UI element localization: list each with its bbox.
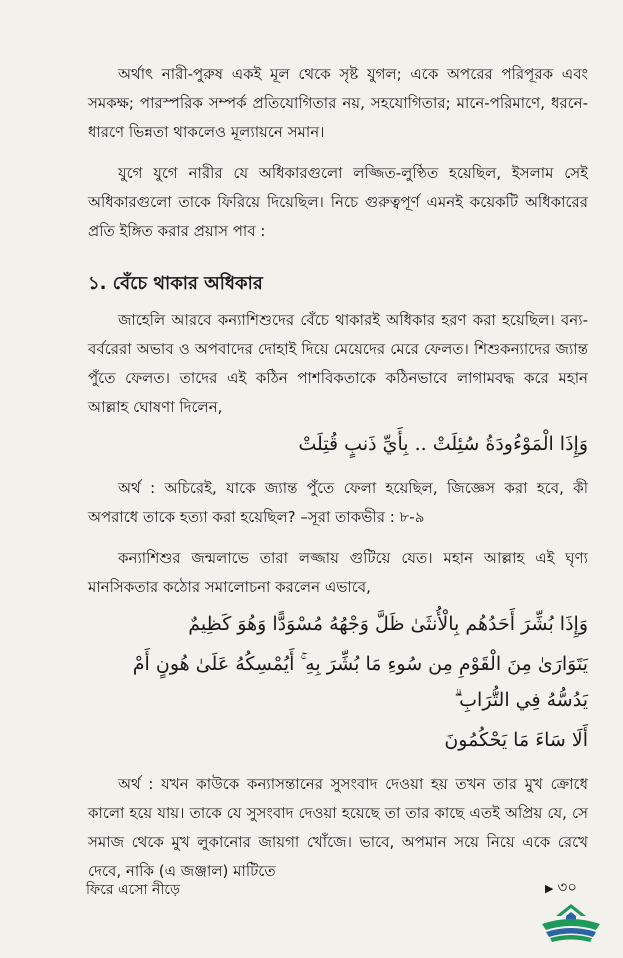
- arabic-verse-2: وَإِذَا بُشِّرَ أَحَدُهُم بِالْأُنثَىٰ ظَلَّ وَجْهُهُ مُسْوَدًّا وَهُوَ كَظِيمٌ: [188, 613, 588, 635]
- book-title: ফিরে এসো নীড়ে: [86, 882, 181, 898]
- arabic-verse-3: يَتَوَارَىٰ مِنَ الْقَوْمِ مِن سُوءِ مَا بُشِّرَ بِهِ ۚ أَيُمْسِكُهُ عَلَىٰ هُونٍ أَمْ يَدُسُّهُ فِي التُّرَابِ ۗ: [132, 653, 588, 711]
- publisher-logo-icon: [536, 900, 606, 946]
- arabic-verse-4: أَلَا سَاءَ مَا يَحْكُمُونَ: [444, 729, 588, 751]
- paragraph-3: জাহেলি আরবে কন্যাশিশুদের বেঁচে থাকারই অধিকার হরণ করা হয়েছিল। বন্য-বর্বরেরা অভাব ও অপবাদের দোহাই দিয়ে মেয়েদের মেরে ফেলত। শিশুকন্যাদের জ্যান্ত পুঁতে ফেলত। তাদের এই কঠিন পাশবিকতাকে কঠিনভাবে লাগামবদ্ধ করে মহান আল্লাহ ঘোষণা দিলেন,: [88, 311, 588, 416]
- page-number: ৩০: [557, 878, 577, 896]
- paragraph-2: যুগে যুগে নারীর যে অধিকারগুলো লজ্জিত-লুণ্ঠিত হয়েছিল, ইসলাম সেই অধিকারগুলো তাকে ফিরিয়ে দিয়েছিল। নিচে গুরুত্বপূর্ণ এমনই কয়েকটি অধিকারের প্রতি ইঙ্গিত করার প্রয়াস পাব :: [88, 164, 588, 240]
- translation-1: অর্থ : অচিরেই, যাকে জ্যান্ত পুঁতে ফেলা হয়েছিল, জিজ্ঞেস করা হবে, কী অপরাধে তাকে হত্যা করা হয়েছিল? –সূরা তাকভীর : ৮-৯: [88, 479, 588, 526]
- triangle-icon: ▶: [545, 882, 554, 895]
- arabic-verse-1: وَإِذَا الْمَوْءُودَةُ سُئِلَتْ .. بِأَيِّ ذَنبٍ قُتِلَتْ: [298, 433, 588, 455]
- page-body: [88, 60, 588, 886]
- page-number-block: [545, 876, 577, 901]
- paragraph-5: কন্যাশিশুর জন্মলাভে তারা লজ্জায় গুটিয়ে যেত। মহান আল্লাহ এই ঘৃণ্য মানসিকতার কঠোর সমালোচনা করলেন এভাবে,: [88, 549, 588, 596]
- translation-2: অর্থ : যখন কাউকে কন্যাসন্তানের সুসংবাদ দেওয়া হয় তখন তার মুখ ক্রোধে কালো হয়ে যায়। তাকে যে সুসংবাদ দেওয়া হয়েছে তা তার কাছে এতই অপ্রিয় যে, সে সমাজ থেকে মুখ লুকানোর জায়গা খোঁজে। ভাবে, অপমান সয়ে নিয়ে একে রেখে দেবে, নাকি (এ জঞ্জাল) মাটিতে: [88, 775, 588, 880]
- section-heading: ১. বেঁচে থাকার অধিকার: [88, 273, 263, 294]
- paragraph-1: অর্থাৎ নারী-পুরুষ একই মূল থেকে সৃষ্ট যুগল; একে অপরের পরিপূরক এবং সমকক্ষ; পারস্পরিক সম্পর্ক প্রতিযোগিতার নয়, সহযোগিতার; মানে-পরিমাণে, ধরনে-ধারণে ভিন্নতা থাকলেও মূল্যায়নে সমান।: [88, 65, 588, 141]
